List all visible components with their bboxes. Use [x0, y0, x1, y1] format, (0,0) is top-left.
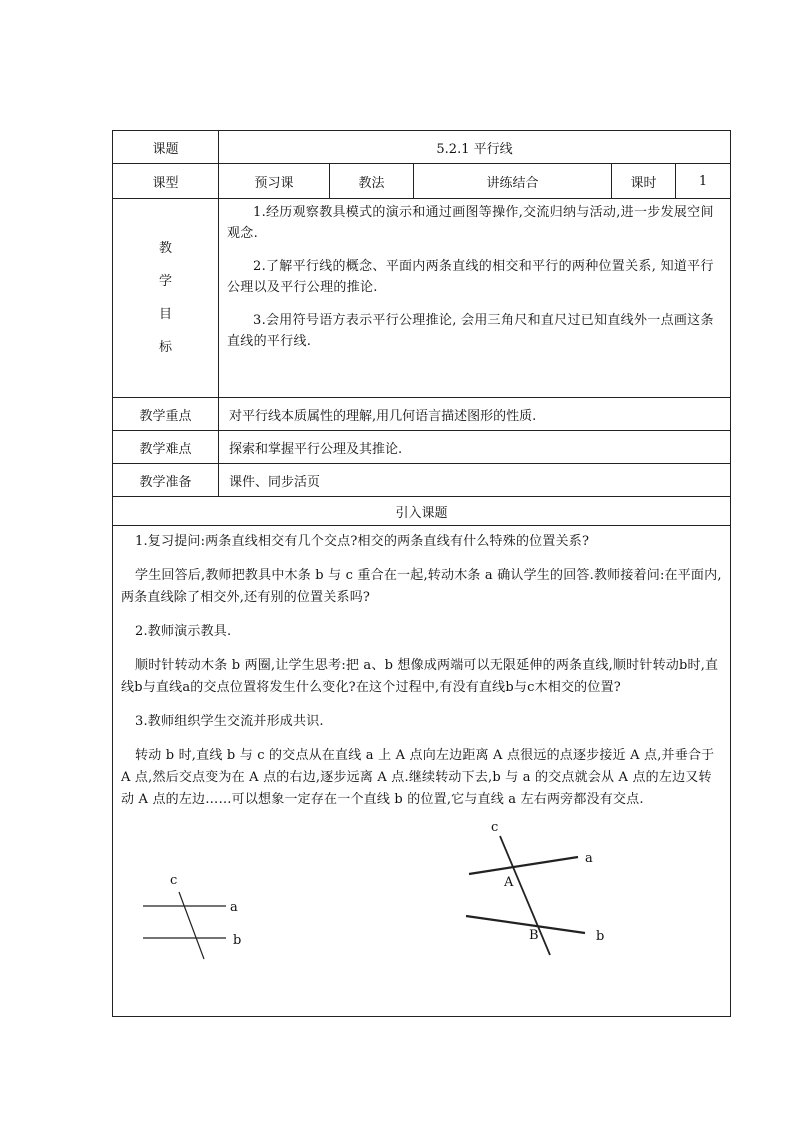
- intro-body: [113, 526, 731, 1017]
- objective-item: 3.会用符号语方表示平行公理推论, 会用三角尺和直尺过已知直线外一点画这条直线的平行线.: [227, 313, 714, 349]
- intro-title-row: [113, 497, 731, 526]
- label-c: c: [491, 820, 499, 835]
- line-c: [179, 892, 204, 959]
- preparation-label: 教学准备: [113, 464, 219, 497]
- hours-value: 1: [676, 164, 731, 199]
- preparation-row: [113, 464, 731, 497]
- topic-row: [113, 131, 731, 164]
- intro-paragraph: 3.教师组织学生交流并形成共识.: [135, 714, 324, 729]
- hours-label: 课时: [612, 164, 676, 199]
- difficulty-value: 探索和掌握平行公理及其推论.: [219, 431, 731, 464]
- topic-value: 5.2.1 平行线: [219, 131, 731, 164]
- type-label: 课型: [113, 164, 219, 199]
- figure-intersecting-lines: [466, 820, 604, 955]
- label-b: b: [596, 929, 605, 944]
- method-value: 讲练结合: [414, 164, 612, 199]
- intro-paragraph: 1.复习提问:两条直线相交有几个交点?相交的两条直线有什么特殊的位置关系?: [135, 534, 590, 549]
- objectives-row: [113, 199, 731, 398]
- intro-title: 引入课题: [113, 497, 731, 526]
- intro-paragraph: 2.教师演示教具.: [135, 624, 232, 639]
- type-row: [113, 164, 731, 199]
- key-point-value: 对平行线本质属性的理解,用几何语言描述图形的性质.: [219, 398, 731, 431]
- objectives-label-char: 教: [158, 241, 172, 256]
- label-a: a: [230, 900, 238, 915]
- objectives-content: [219, 199, 731, 398]
- line-b: [466, 916, 585, 933]
- label-c: c: [170, 873, 178, 888]
- difficulty-label: 教学难点: [113, 431, 219, 464]
- type-value: 预习课: [219, 164, 330, 199]
- geometry-figures: [113, 526, 729, 1016]
- objectives-label-char: 学: [158, 274, 172, 289]
- figure-parallel-lines: [143, 873, 241, 959]
- intro-paragraph: 转动 b 时,直线 b 与 c 的交点从在直线 a 上 A 点向左边距离 A 点很远的点逐步接近 A 点,并垂合于 A 点,然后交点变为在 A 点的右边,逐步远离 A 点.继续转动下去,b 与 a 的交点就会从 A 点的左边又转动 A 点的左边……可以想象一定存在一个直线 b 的位置,它与直线 a 左右两旁都没有交点.: [121, 748, 715, 807]
- intro-paragraph: 学生回答后,教师把教具中木条 b 与 c 重合在一起,转动木条 a 确认学生的回答.教师接着问:在平面内,两条直线除了相交外,还有别的位置关系吗?: [121, 568, 722, 605]
- method-label: 教法: [330, 164, 414, 199]
- label-point-B: B: [529, 928, 539, 943]
- intro-paragraph: 顺时针转动木条 b 两圈,让学生思考:把 a、b 想像成两端可以无限延伸的两条直线,顺时针转动b时,直线b与直线a的交点位置将发生什么变化?在这个过程中,有没有直线b与c木相交的位置?: [121, 658, 719, 695]
- label-a: a: [585, 851, 593, 866]
- objective-item: 1.经历观察教具模式的演示和通过画图等操作,交流归纳与活动,进一步发展空间观念.: [227, 205, 714, 241]
- lesson-plan-table: [112, 130, 731, 1017]
- difficulty-row: [113, 431, 731, 464]
- key-point-row: [113, 398, 731, 431]
- topic-label: 课题: [113, 131, 219, 164]
- objectives-label: [113, 199, 219, 398]
- preparation-value: 课件、同步活页: [219, 464, 731, 497]
- label-point-A: A: [504, 875, 514, 890]
- intro-body-row: [113, 526, 731, 1017]
- objective-item: 2.了解平行线的概念、平面内两条直线的相交和平行的两种位置关系, 知道平行公理以及平行公理的推论.: [227, 259, 714, 295]
- objectives-label-char: 标: [158, 340, 172, 355]
- label-b: b: [233, 933, 242, 948]
- key-point-label: 教学重点: [113, 398, 219, 431]
- line-a: [469, 857, 578, 874]
- line-c: [500, 836, 550, 955]
- objectives-label-char: 目: [158, 307, 172, 322]
